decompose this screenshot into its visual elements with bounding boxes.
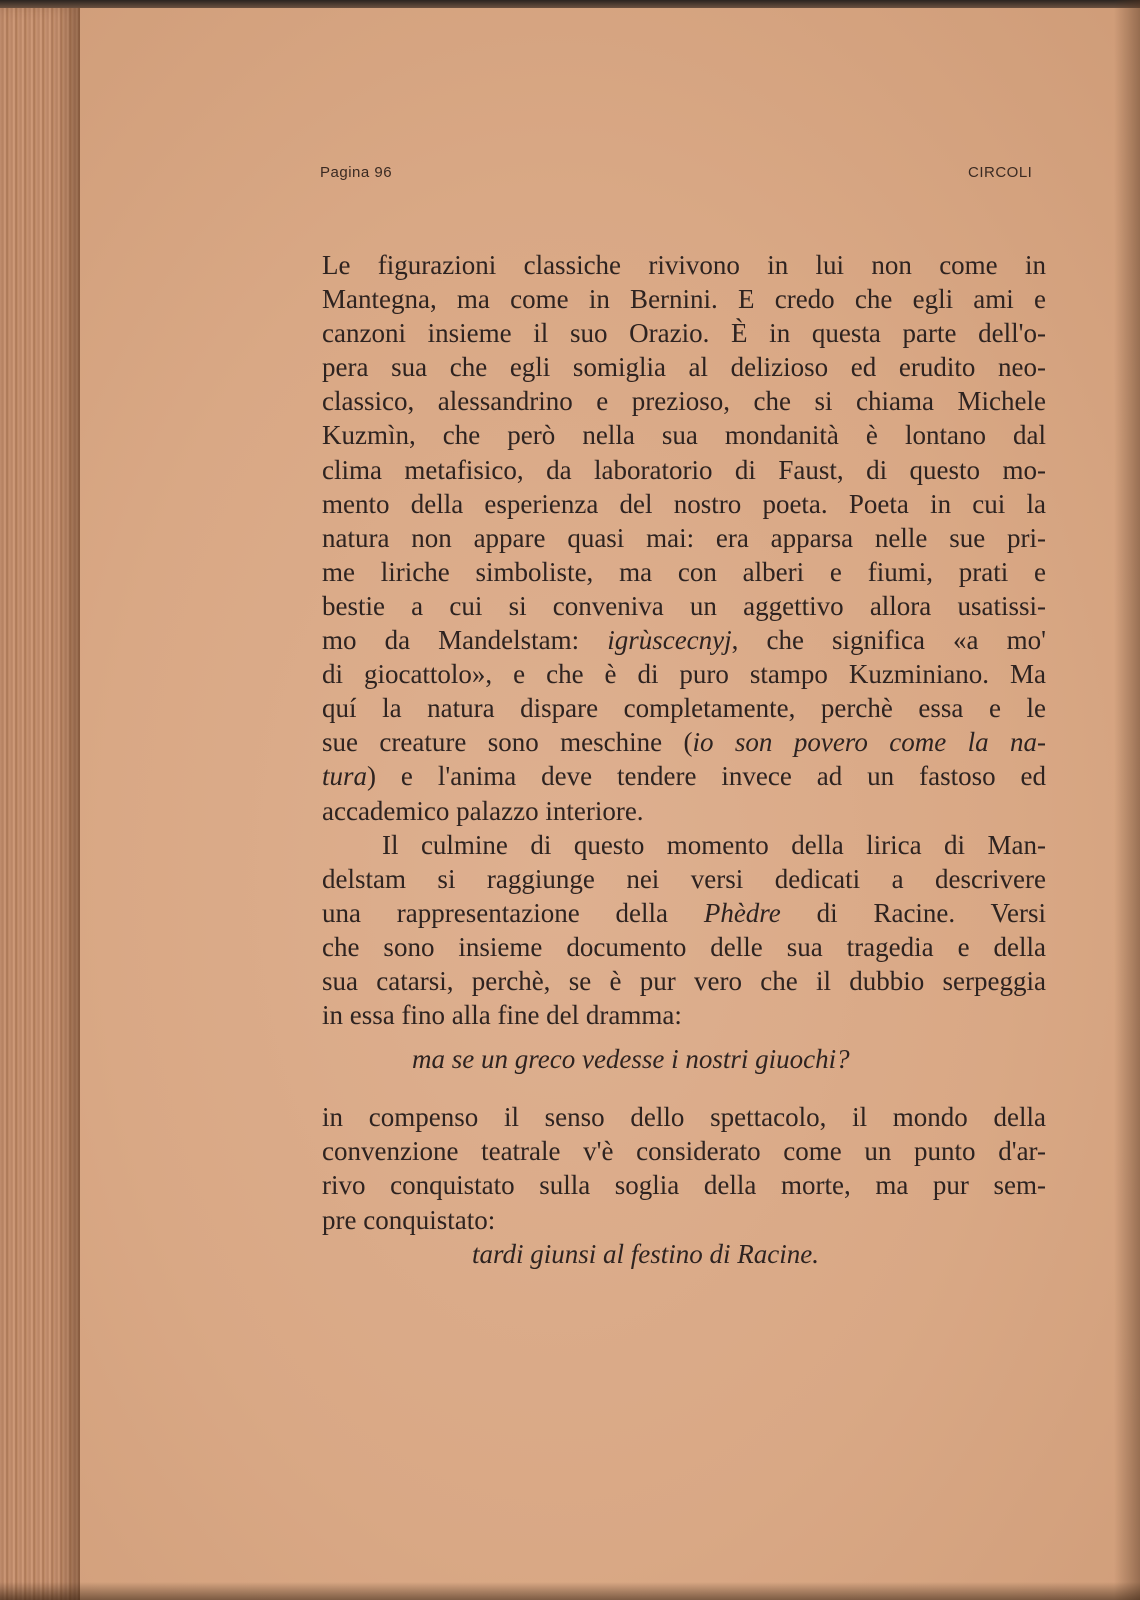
text-line: Il culmine di questo momento della lirica di Man- [382,829,1046,860]
right-page-shadow [1114,0,1140,1600]
text-line: delstam si raggiunge nei versi dedicati a descrivere [322,863,1046,894]
text-line: pera sua che egli somiglia al delizioso ed erudito neo- [322,352,1046,383]
text-line: quí la natura dispare completamente, perchè essa e le [322,693,1046,724]
text-line: mento della esperienza del nostro poeta. Poeta in cui la [322,488,1046,519]
text-line: pre conquistato: [322,1204,496,1235]
text-segment: sue creature sono meschine ( [322,727,693,758]
italic-quote: io son povero come la na- [692,727,1046,758]
section-title: CIRCOLI [968,164,1033,181]
text-line: rivo conquistato sulla soglia della morte, ma pur sem- [322,1170,1046,1201]
text-segment: di Racine. Versi [780,897,1046,928]
italic-term: igrùscecnyj [607,625,732,656]
text-line: accademico palazzo interiore. [322,795,644,826]
text-line [322,725,1046,759]
text-line: sua catarsi, perchè, se è pur vero che il dubbio serpeggia [322,965,1046,996]
text-segment: una rappresentazione della [322,897,704,928]
text-line: in compenso il senso dello spettacolo, il mondo della [322,1102,1046,1133]
text-line: Mantegna, ma come in Bernini. E credo che egli ami e [322,284,1046,315]
text-line: di giocattolo», e che è di puro stampo Kuzminiano. Ma [322,659,1046,690]
text-segment: mo da Mandelstam: [322,625,608,656]
text-line [322,896,1046,930]
italic-title: Phèdre [703,897,781,928]
text-line: Kuzmìn, che però nella sua mondanità è lontano dal [322,420,1046,451]
text-line [322,759,1046,793]
page-number-label: Pagina 96 [320,164,393,181]
body-text [322,248,1046,1271]
text-line: canzoni insieme il suo Orazio. È in questa parte dell'o- [322,318,1046,349]
text-line: che sono insieme documento delle sua tragedia e della [322,931,1046,962]
text-line: in essa fino alla fine del dramma: [322,1000,682,1031]
text-segment: ) e l'anima deve tendere invece ad un fastoso ed [367,761,1046,792]
top-binding-edge [0,0,1140,8]
text-segment: , che significa «a mo' [731,625,1046,656]
text-line: natura non appare quasi mai: era apparsa nelle sue pri- [322,522,1046,553]
text-line [322,623,1046,657]
text-line: classico, alessandrino e prezioso, che si chiama Michele [322,386,1046,417]
text-line: Le figurazioni classiche rivivono in lui non come in [322,250,1046,280]
text-line: me liriche simboliste, ma con alberi e fiumi, prati e [322,556,1046,587]
italic-quote: tura [322,761,368,792]
text-line: clima metafisico, da laboratorio di Faust, di questo mo- [322,454,1046,485]
verse-quote: tardi giunsi al festino di Racine. [472,1238,819,1269]
text-line: bestie a cui si conveniva un aggettivo allora usatissi- [322,590,1046,621]
book-page-edges [0,0,80,1600]
verse-quote: ma se un greco vedesse i nostri giuochi? [412,1044,850,1075]
text-line: convenzione teatrale v'è considerato come un punto d'ar- [322,1136,1046,1167]
bottom-page-shadow [0,1582,1140,1600]
